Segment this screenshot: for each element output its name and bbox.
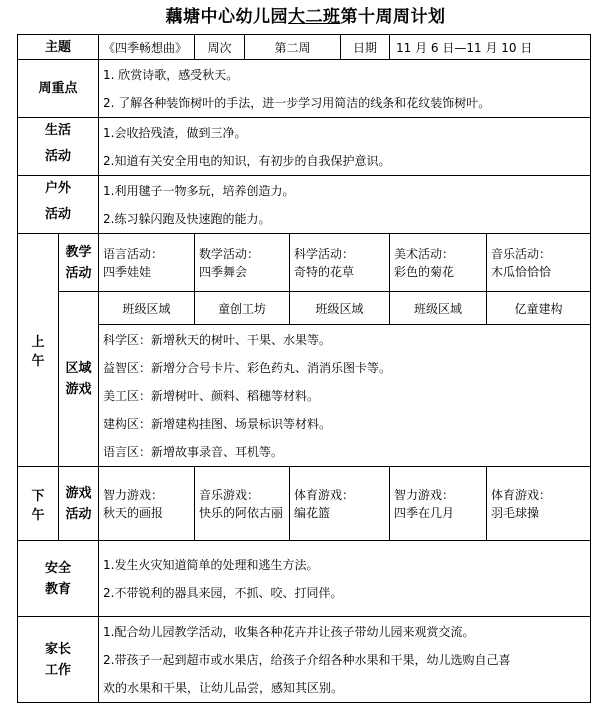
parents-label: 家长 工作 xyxy=(18,617,99,703)
theme-value: 《四季畅想曲》 xyxy=(99,35,195,60)
game-cell: 智力游戏： 四季在几月 xyxy=(390,467,487,541)
area-content xyxy=(99,325,591,467)
game-cell: 体育游戏： 编花篮 xyxy=(290,467,390,541)
weekly-focus-item: 2. 了解各种装饰树叶的手法，进一步学习用简洁的线条和花纹装饰树叶。 xyxy=(103,95,491,110)
parents-item: 欢的水果和干果，让幼儿品尝，感知其区别。 xyxy=(103,680,344,695)
area-cell: 班级区域 xyxy=(390,292,487,325)
game-cell: 体育游戏： 羽毛球操 xyxy=(487,467,591,541)
parents-item: 1.配合幼儿园教学活动，收集各种花卉并让孩子带幼儿园来观赏交流。 xyxy=(103,624,475,639)
outdoor-content xyxy=(99,176,591,234)
weekly-focus-label: 周重点 xyxy=(18,60,99,118)
safety-item: 1.发生火灾知道简单的处理和逃生方法。 xyxy=(103,557,319,572)
area-item: 美工区：新增树叶、颜料、稻穗等材料。 xyxy=(103,388,320,403)
teaching-cell: 科学活动： 奇特的花草 xyxy=(290,234,390,292)
area-item: 科学区：新增秋天的树叶、干果、水果等。 xyxy=(103,332,332,347)
game-cell: 智力游戏： 秋天的画报 xyxy=(99,467,195,541)
area-cell: 亿童建构 xyxy=(487,292,591,325)
parents-item: 2.带孩子一起到超市或水果店，给孩子介绍各种水果和干果，幼儿选购自己喜 xyxy=(103,652,511,667)
page-title xyxy=(0,0,611,34)
parents-content xyxy=(99,617,591,703)
area-cell: 童创工坊 xyxy=(195,292,290,325)
teaching-cell: 语言活动： 四季娃娃 xyxy=(99,234,195,292)
area-cell: 班级区域 xyxy=(290,292,390,325)
area-label: 区域 游戏 xyxy=(59,292,99,467)
date-value: 11 月 6 日—11 月 10 日 xyxy=(390,35,591,60)
area-item: 益智区：新增分合号卡片、彩色药丸、消消乐图卡等。 xyxy=(103,360,392,375)
teaching-cell: 音乐活动： 木瓜恰恰恰 xyxy=(487,234,591,292)
area-item: 建构区：新增建构挂图、场景标识等材料。 xyxy=(103,416,332,431)
safety-label: 安全 教育 xyxy=(18,541,99,617)
area-cell: 班级区域 xyxy=(99,292,195,325)
life-item: 1.会收拾残渣，做到三净。 xyxy=(103,125,247,140)
weekly-focus-item: 1. 欣赏诗歌，感受秋天。 xyxy=(103,67,239,82)
game-label: 游戏 活动 xyxy=(59,467,99,541)
teaching-label: 教学 活动 xyxy=(59,234,99,292)
teaching-cell: 数学活动： 四季舞会 xyxy=(195,234,290,292)
area-item: 语言区：新增故事录音、耳机等。 xyxy=(103,444,284,459)
class-name: 大二班 xyxy=(288,7,341,27)
life-label: 生活 活动 xyxy=(18,118,99,176)
game-cell: 音乐游戏： 快乐的阿依古丽 xyxy=(195,467,290,541)
outdoor-item: 1.利用毽子一物多玩，培养创造力。 xyxy=(103,183,295,198)
safety-item: 2.不带锐利的器具来园，不抓、咬、打同伴。 xyxy=(103,585,343,600)
life-item: 2.知道有关安全用电的知识，有初步的自我保护意识。 xyxy=(103,153,391,168)
life-content xyxy=(99,118,591,176)
afternoon-label: 下 午 xyxy=(18,467,59,541)
outdoor-item: 2.练习躲闪跑及快速跑的能力。 xyxy=(103,211,271,226)
weekly-plan-table xyxy=(17,34,591,703)
outdoor-label: 户外 活动 xyxy=(18,176,99,234)
theme-label: 主题 xyxy=(18,35,99,60)
kindergarten-name: 藕塘中心幼儿园 xyxy=(165,7,288,27)
weekly-focus-content xyxy=(99,60,591,118)
week-label: 周次 xyxy=(195,35,245,60)
morning-label: 上 午 xyxy=(18,234,59,467)
safety-content xyxy=(99,541,591,617)
plan-name: 第十周周计划 xyxy=(340,7,446,27)
week-value: 第二周 xyxy=(245,35,341,60)
teaching-cell: 美术活动： 彩色的菊花 xyxy=(390,234,487,292)
date-label: 日期 xyxy=(341,35,390,60)
